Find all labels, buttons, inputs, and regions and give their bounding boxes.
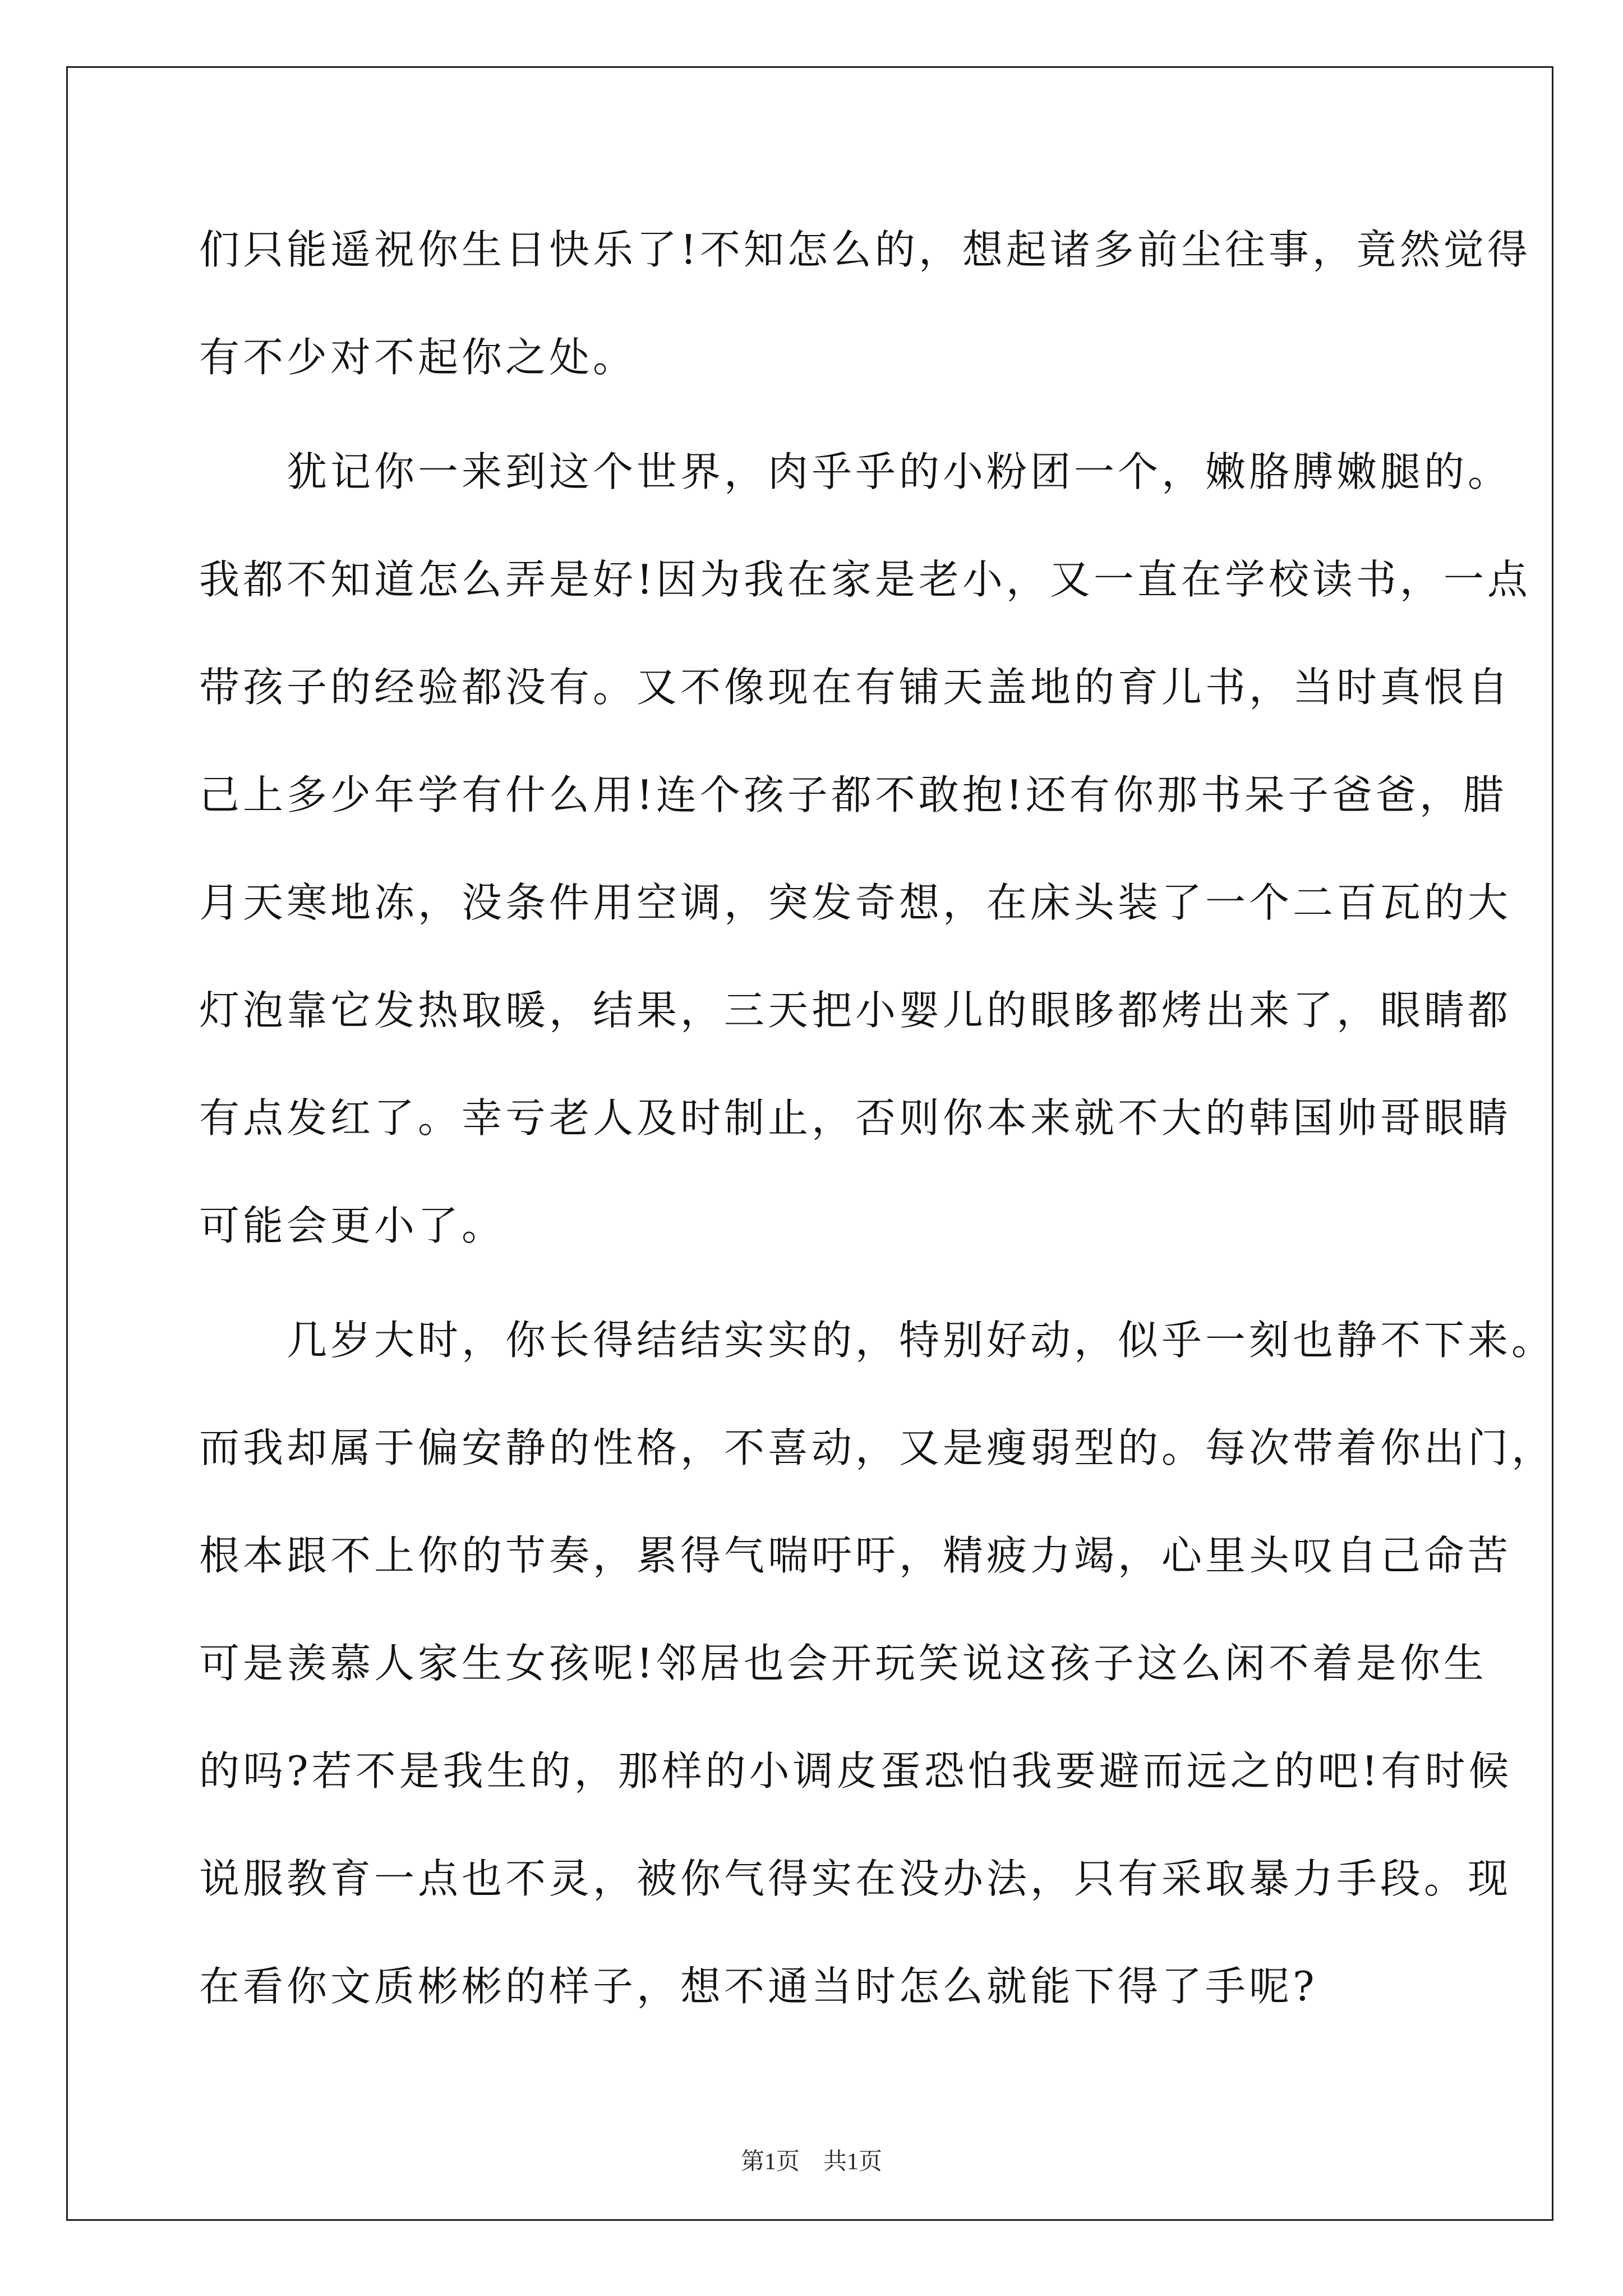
text-line: 灯泡靠它发热取暖，结果，三天把小婴儿的眼眵都烤出来了，眼睛都	[199, 987, 1512, 1034]
text-line: 月天寒地冻，没条件用空调，突发奇想，在床头装了一个二百瓦的大	[199, 879, 1512, 926]
text-line: 们只能遥祝你生日快乐了!不知怎么的，想起诸多前尘往事，竟然觉得	[199, 226, 1531, 273]
document-body	[199, 208, 1556, 2052]
text-line: 犹记你一来到这个世界，肉乎乎的小粉团一个，嫩胳膊嫩腿的。	[199, 448, 1512, 495]
text-line: 有不少对不起你之处。	[199, 334, 637, 381]
text-line: 而我却属于偏安静的性格，不喜动，又是瘦弱型的。每次带着你出门，	[199, 1424, 1556, 1471]
text-line: 我都不知道怎么弄是好!因为我在家是老小，又一直在学校读书，一点	[199, 556, 1531, 603]
text-line: 己上多少年学有什么用!连个孩子都不敢抱!还有你那书呆子爸爸，腊	[199, 771, 1507, 818]
text-line: 的吗?若不是我生的，那样的小调皮蛋恐怕我要避而远之的吧!有时候	[199, 1747, 1513, 1795]
text-line: 带孩子的经验都没有。又不像现在有铺天盖地的育儿书，当时真恨自	[199, 664, 1512, 711]
text-line: 根本跟不上你的节奏，累得气喘吁吁，精疲力竭，心里头叹自己命苦	[199, 1532, 1512, 1579]
text-line: 有点发红了。幸亏老人及时制止，否则你本来就不大的韩国帅哥眼睛	[199, 1094, 1512, 1142]
text-line: 可是羡慕人家生女孩呢!邻居也会开玩笑说这孩子这么闲不着是你生	[199, 1640, 1487, 1687]
page-footer: 第1页 共1页	[740, 2149, 882, 2175]
text-line: 可能会更小了。	[199, 1202, 506, 1249]
text-line: 说服教育一点也不灵，被你气得实在没办法，只有采取暴力手段。现	[199, 1855, 1512, 1902]
text-line: 在看你文质彬彬的样子，想不通当时怎么就能下得了手呢?	[199, 1963, 1318, 2010]
text-line: 几岁大时，你长得结结实实的，特别好动，似乎一刻也静不下来。	[199, 1317, 1556, 1364]
